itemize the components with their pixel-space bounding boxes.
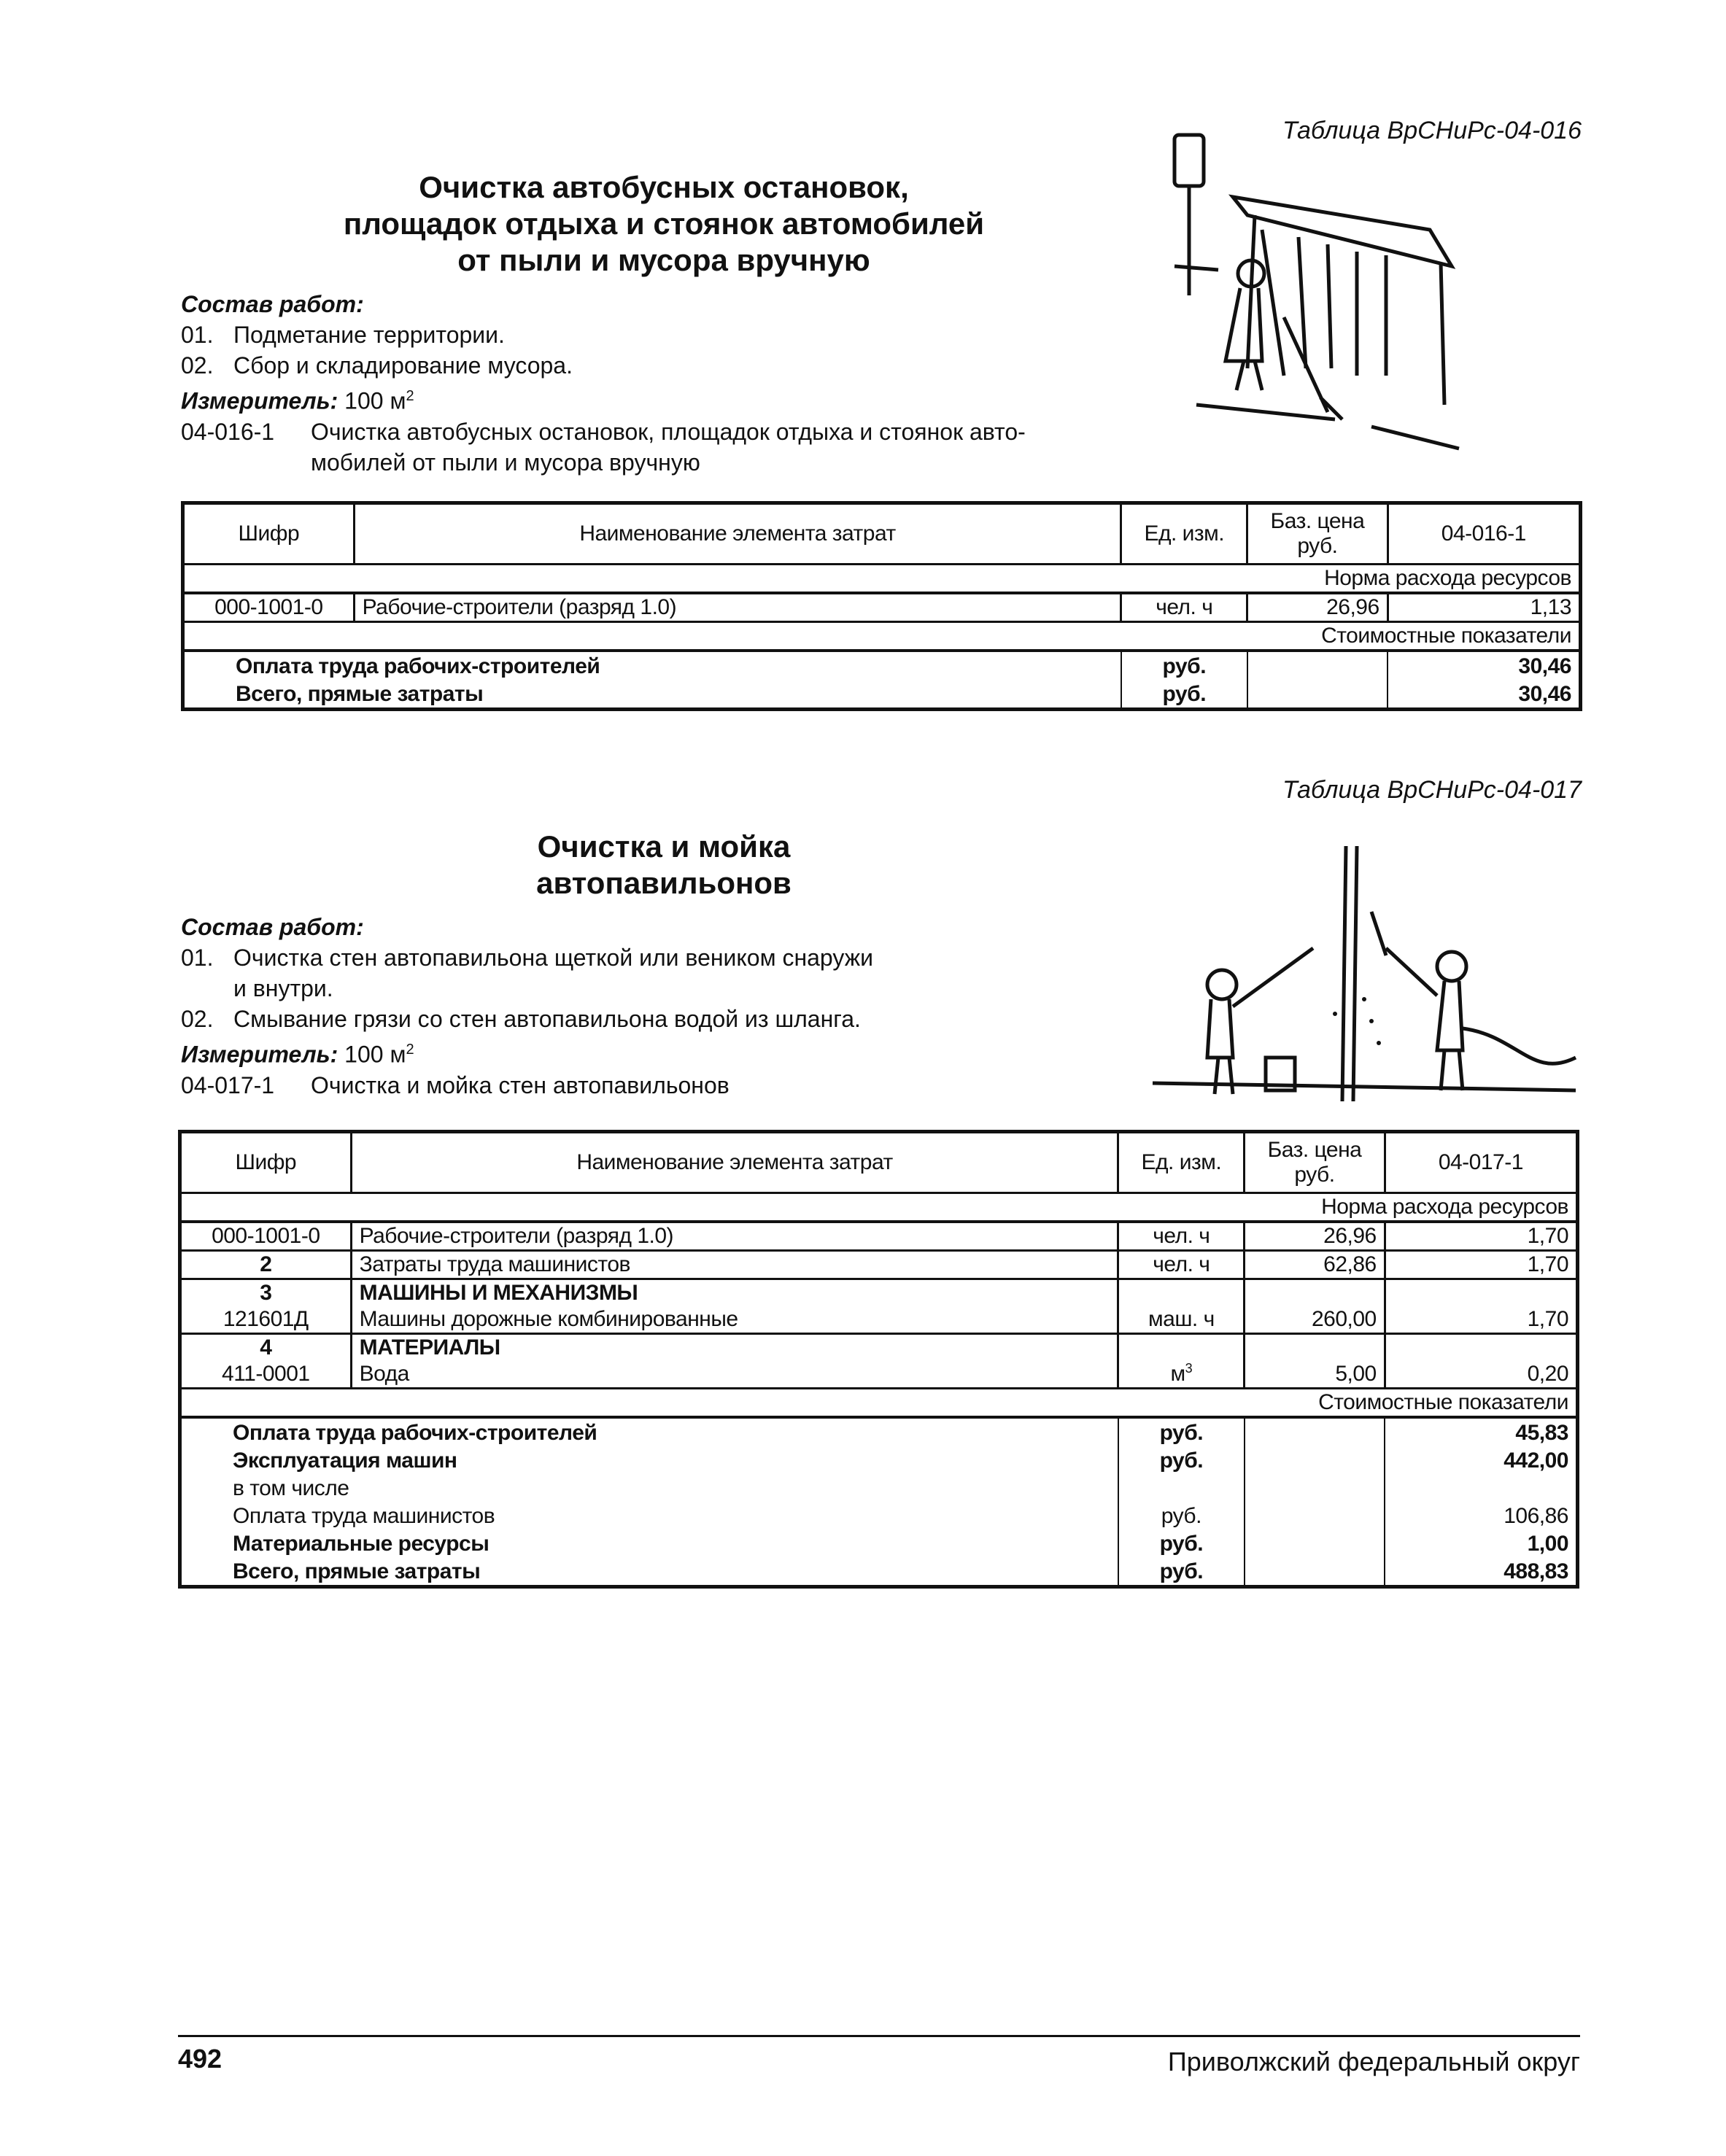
total-row	[180, 1417, 1578, 1446]
meter	[181, 1034, 873, 1070]
header-price: Баз. цена руб.	[1247, 503, 1388, 565]
total-unit: руб.	[1118, 1417, 1245, 1446]
total-name: Всего, прямые затраты	[180, 1557, 1118, 1587]
cost-section-label: Стоимостные показатели	[183, 622, 1581, 651]
cost-table-04-017	[178, 1130, 1579, 1589]
total-row	[180, 1557, 1578, 1587]
meter-label: Измеритель:	[181, 387, 338, 414]
table-row	[183, 593, 1581, 622]
cell-price: 5,00	[1245, 1334, 1385, 1389]
total-value: 442,00	[1385, 1446, 1577, 1474]
cell-name	[351, 1334, 1118, 1389]
cell-code: 2	[180, 1251, 352, 1279]
meter	[181, 381, 1026, 416]
footer-divider	[178, 2035, 1580, 2037]
cost-table-04-016	[181, 501, 1582, 711]
resource-name: Вода	[359, 1362, 409, 1386]
title-line: автопавильонов	[536, 866, 792, 900]
cell-value: 1,70	[1385, 1222, 1577, 1251]
work-item	[181, 942, 873, 973]
group-code: 4	[260, 1335, 272, 1360]
table-header	[180, 1132, 1578, 1193]
total-value: 30,46	[1388, 680, 1580, 710]
cell-code	[180, 1334, 352, 1389]
resource-code: 121601Д	[222, 1307, 309, 1331]
composition-label: Состав работ:	[181, 914, 364, 940]
total-unit: руб.	[1118, 1502, 1245, 1529]
total-name: Эксплуатация машин	[180, 1446, 1118, 1474]
title-line: Очистка автобусных остановок,	[419, 170, 909, 204]
header-name: Наименование элемента затрат	[351, 1132, 1118, 1193]
unit-text: м	[1170, 1362, 1185, 1386]
cell-value: 0,20	[1385, 1334, 1577, 1389]
norm-section-label: Норма расхода ресурсов	[180, 1193, 1578, 1222]
table-row	[180, 1279, 1578, 1334]
total-value: 1,00	[1385, 1529, 1577, 1557]
header-name: Наименование элемента затрат	[354, 503, 1121, 565]
section-title	[263, 169, 1065, 279]
work-description	[181, 289, 1026, 478]
total-unit: руб.	[1118, 1446, 1245, 1474]
meter-value: 100 м	[344, 1041, 406, 1068]
cost-section-label: Стоимостные показатели	[180, 1389, 1578, 1418]
norm-section-label: Норма расхода ресурсов	[183, 565, 1581, 594]
cell-price: 26,96	[1245, 1222, 1385, 1251]
cell-name: Затраты труда машинистов	[351, 1251, 1118, 1279]
bus-stop-illustration	[1153, 128, 1474, 463]
header-code: Шифр	[180, 1132, 352, 1193]
total-name: Оплата труда рабочих-строителей	[183, 651, 1121, 680]
work-num: 02.	[181, 1006, 214, 1032]
group-name: МАТЕРИАЛЫ	[359, 1335, 500, 1360]
work-text: Сбор и складирование мусора.	[233, 352, 573, 379]
header-norm-code: 04-017-1	[1385, 1132, 1577, 1193]
total-value: 45,83	[1385, 1417, 1577, 1446]
cell-unit: чел. ч	[1118, 1251, 1245, 1279]
group-code: 3	[260, 1281, 272, 1305]
resource-name: Машины дорожные комбинированные	[359, 1307, 738, 1331]
resource-code: 411-0001	[222, 1362, 310, 1386]
group-name: МАШИНЫ И МЕХАНИЗМЫ	[359, 1281, 638, 1305]
cell-name	[351, 1279, 1118, 1334]
work-text: Смывание грязи со стен автопавильона водой из шланга.	[233, 1006, 861, 1032]
work-num: 02.	[181, 352, 214, 379]
table-row	[180, 1222, 1578, 1251]
work-item	[181, 1004, 873, 1034]
cell-name: Рабочие-строители (разряд 1.0)	[354, 593, 1121, 622]
header-code: Шифр	[183, 503, 355, 565]
cell-value: 1,70	[1385, 1251, 1577, 1279]
cell-price: 26,96	[1247, 593, 1388, 622]
cell-value: 1,13	[1388, 593, 1580, 622]
total-value: 488,83	[1385, 1557, 1577, 1587]
cell-code	[180, 1279, 352, 1334]
total-row	[180, 1446, 1578, 1474]
work-text: Очистка стен автопавильона щеткой или веником снаружи	[233, 945, 873, 971]
meter-sup: 2	[406, 388, 414, 404]
total-row	[183, 680, 1581, 710]
cell-unit: чел. ч	[1118, 1222, 1245, 1251]
table-row	[180, 1334, 1578, 1389]
work-num: 01.	[181, 322, 214, 348]
total-unit: руб.	[1121, 680, 1247, 710]
cell-price: 260,00	[1245, 1279, 1385, 1334]
composition-label: Состав работ:	[181, 291, 364, 317]
meter-value: 100 м	[344, 387, 406, 414]
total-name: Оплата труда машинистов	[180, 1502, 1118, 1529]
work-text: Подметание территории.	[233, 322, 505, 348]
table-caption: Таблица ВрСНиРс-04-017	[1282, 776, 1582, 804]
total-row	[180, 1502, 1578, 1529]
work-description	[181, 912, 873, 1101]
total-unit: руб.	[1118, 1557, 1245, 1587]
total-value: 30,46	[1388, 651, 1580, 680]
work-num: 01.	[181, 945, 214, 971]
header-price: Баз. цена руб.	[1245, 1132, 1385, 1193]
total-row	[180, 1529, 1578, 1557]
table-caption: Таблица ВрСНиРс-04-016	[1282, 117, 1582, 144]
total-row	[183, 651, 1581, 680]
total-name: Всего, прямые затраты	[183, 680, 1121, 710]
wall-washing-illustration	[1138, 839, 1590, 1116]
header-unit: Ед. изм.	[1118, 1132, 1245, 1193]
work-item	[181, 350, 1026, 381]
cell-value: 1,70	[1385, 1279, 1577, 1334]
item-text: Очистка и мойка стен автопавильонов	[311, 1071, 730, 1098]
item-text: Очистка автобусных остановок, площадок отдыха и стоянок авто-	[311, 418, 1026, 445]
work-text-cont: и внутри.	[233, 975, 333, 1001]
cell-name: Рабочие-строители (разряд 1.0)	[351, 1222, 1118, 1251]
meter-sup: 2	[406, 1042, 414, 1058]
footer-region: Приволжский федеральный округ	[1167, 2047, 1580, 2076]
cell-unit	[1118, 1334, 1245, 1389]
cell-price: 62,86	[1245, 1251, 1385, 1279]
cell-unit: маш. ч	[1118, 1279, 1245, 1334]
meter-label: Измеритель:	[181, 1041, 338, 1068]
page-number: 492	[178, 2044, 222, 2074]
header-norm-code: 04-016-1	[1388, 503, 1580, 565]
section-title	[409, 829, 919, 901]
unit-sup: 3	[1185, 1361, 1193, 1376]
total-unit: руб.	[1118, 1529, 1245, 1557]
total-value: 106,86	[1385, 1502, 1577, 1529]
cell-code: 000-1001-0	[183, 593, 355, 622]
item-description	[181, 416, 1026, 447]
table-header	[183, 503, 1581, 565]
item-code: 04-016-1	[181, 418, 275, 445]
work-item	[181, 319, 1026, 350]
total-name: Материальные ресурсы	[180, 1529, 1118, 1557]
total-name: в том числе	[180, 1474, 1118, 1502]
item-text-cont: мобилей от пыли и мусора вручную	[311, 449, 700, 476]
item-code: 04-017-1	[181, 1071, 275, 1098]
header-unit: Ед. изм.	[1121, 503, 1247, 565]
total-name: Оплата труда рабочих-строителей	[180, 1417, 1118, 1446]
title-line: Очистка и мойка	[537, 829, 791, 864]
cell-code: 000-1001-0	[180, 1222, 352, 1251]
title-line: от пыли и мусора вручную	[457, 243, 870, 277]
item-description	[181, 1070, 873, 1101]
title-line: площадок отдыха и стоянок автомобилей	[343, 206, 985, 241]
total-row	[180, 1474, 1578, 1502]
cell-unit: чел. ч	[1121, 593, 1247, 622]
total-unit: руб.	[1121, 651, 1247, 680]
table-row	[180, 1251, 1578, 1279]
